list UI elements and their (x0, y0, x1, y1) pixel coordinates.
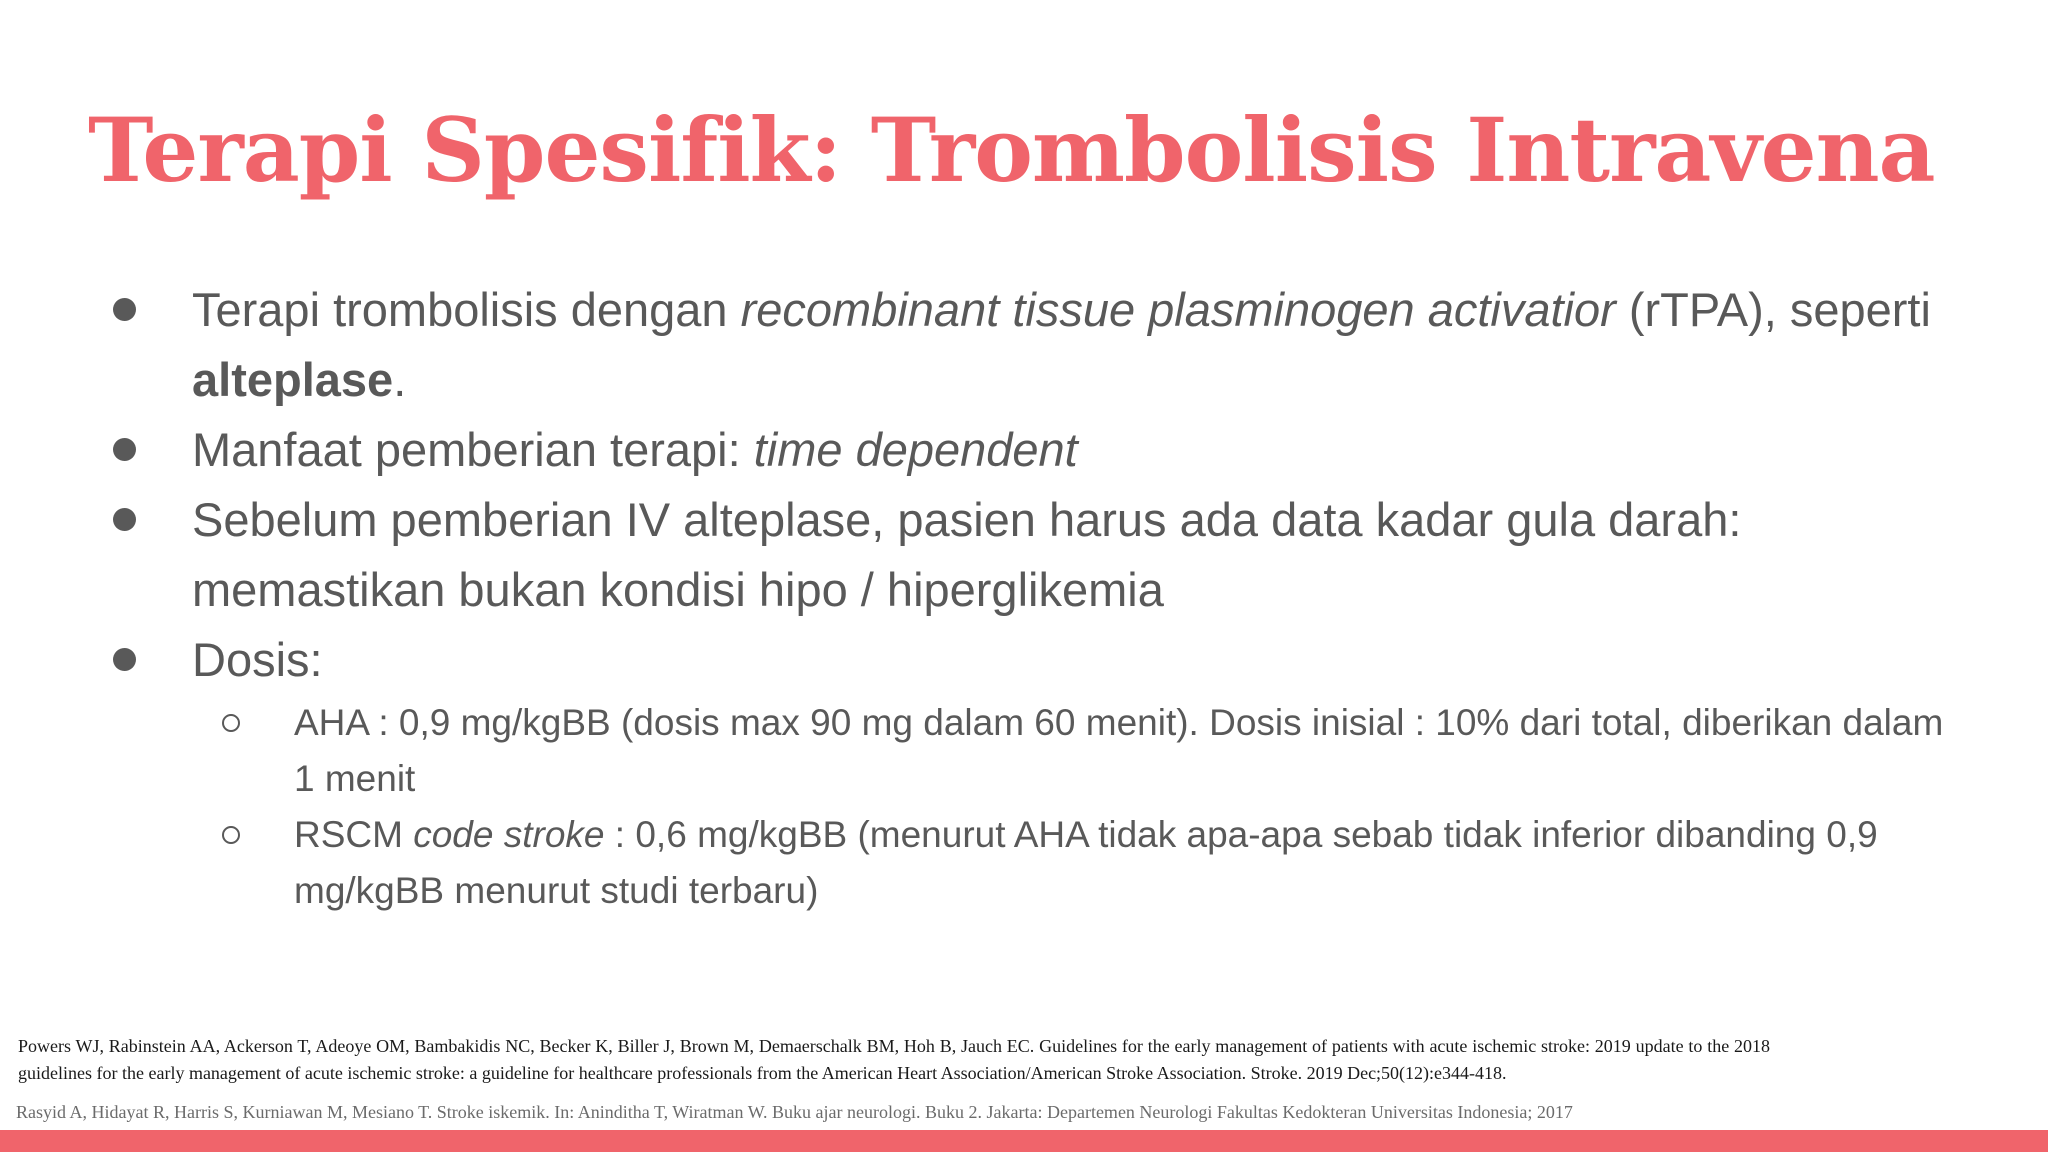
sub-bullet-text: : 0,6 mg/kgBB (menurut AHA tidak apa-apa sebab tidak inferior dibanding 0,9 mg/kgBB menurut studi terbaru) (294, 814, 1878, 911)
bullet-item-manfaat (0, 415, 1952, 485)
bullet-text: (rTPA), seperti (1615, 283, 1931, 336)
sub-bullet-text: AHA : 0,9 mg/kgBB (dosis max 90 mg dalam 60 menit). Dosis inisial : 10% dari total, diberikan dalam 1 menit (294, 702, 1944, 799)
sub-bullet-circle-icon (222, 826, 240, 844)
sub-bullet-text: RSCM (294, 814, 414, 855)
sub-bullet-rscm (0, 807, 1954, 919)
sub-bullet-circle-icon (222, 714, 240, 732)
bullet-list (0, 275, 2048, 919)
bullet-item-rtpa (0, 275, 1952, 415)
slide-title: Terapi Spesifik: Trombolisis Intravena (88, 98, 1935, 202)
bullet-text: Sebelum pemberian IV alteplase, pasien harus ada data kadar gula darah: memastikan bukan kondisi hipo / hiperglikemia (192, 493, 1742, 616)
bullet-text-bold: alteplase (192, 353, 394, 406)
bullet-dot-icon (113, 648, 136, 671)
bullet-item-dosis (0, 625, 1952, 695)
bullet-text: Dosis: (192, 633, 323, 686)
sub-bullet-text-italic: code stroke (413, 814, 605, 855)
sub-bullet-aha (0, 695, 1954, 807)
reference-powers: Powers WJ, Rabinstein AA, Ackerson T, Adeoye OM, Bambakidis NC, Becker K, Biller J, Brown M, Demaerschalk BM, Hoh B, Jauch EC. Guidelines for the early management of patients with acute ischemic stroke: 2019 update to the 2018 guidelines for the early management of acute ischemic stroke: a guideline for healthcare professionals from the American Heart Association/American Stroke Association. Stroke. 2019 Dec;50(12):e344-418. (18, 1036, 1770, 1083)
bullet-dot-icon (113, 298, 136, 321)
bullet-text-italic: recombinant tissue plasminogen activatior (740, 283, 1616, 336)
bottom-accent-bar (0, 1130, 2048, 1152)
bullet-item-gula-darah (0, 485, 1952, 625)
bullet-text: Manfaat pemberian terapi: (192, 423, 754, 476)
bullet-text: Terapi trombolisis dengan (192, 283, 741, 336)
bullet-text-italic: time dependent (753, 423, 1078, 476)
bullet-text: . (393, 353, 407, 406)
reference-rasyid: Rasyid A, Hidayat R, Harris S, Kurniawan M, Mesiano T. Stroke iskemik. In: Aninditha T, Wiratman W. Buku ajar neurologi. Buku 2. Jakarta: Departemen Neurologi Fakultas Kedokteran Universitas Indonesia; 2017 (16, 1102, 1573, 1122)
bullet-dot-icon (113, 438, 136, 461)
bullet-dot-icon (113, 508, 136, 531)
